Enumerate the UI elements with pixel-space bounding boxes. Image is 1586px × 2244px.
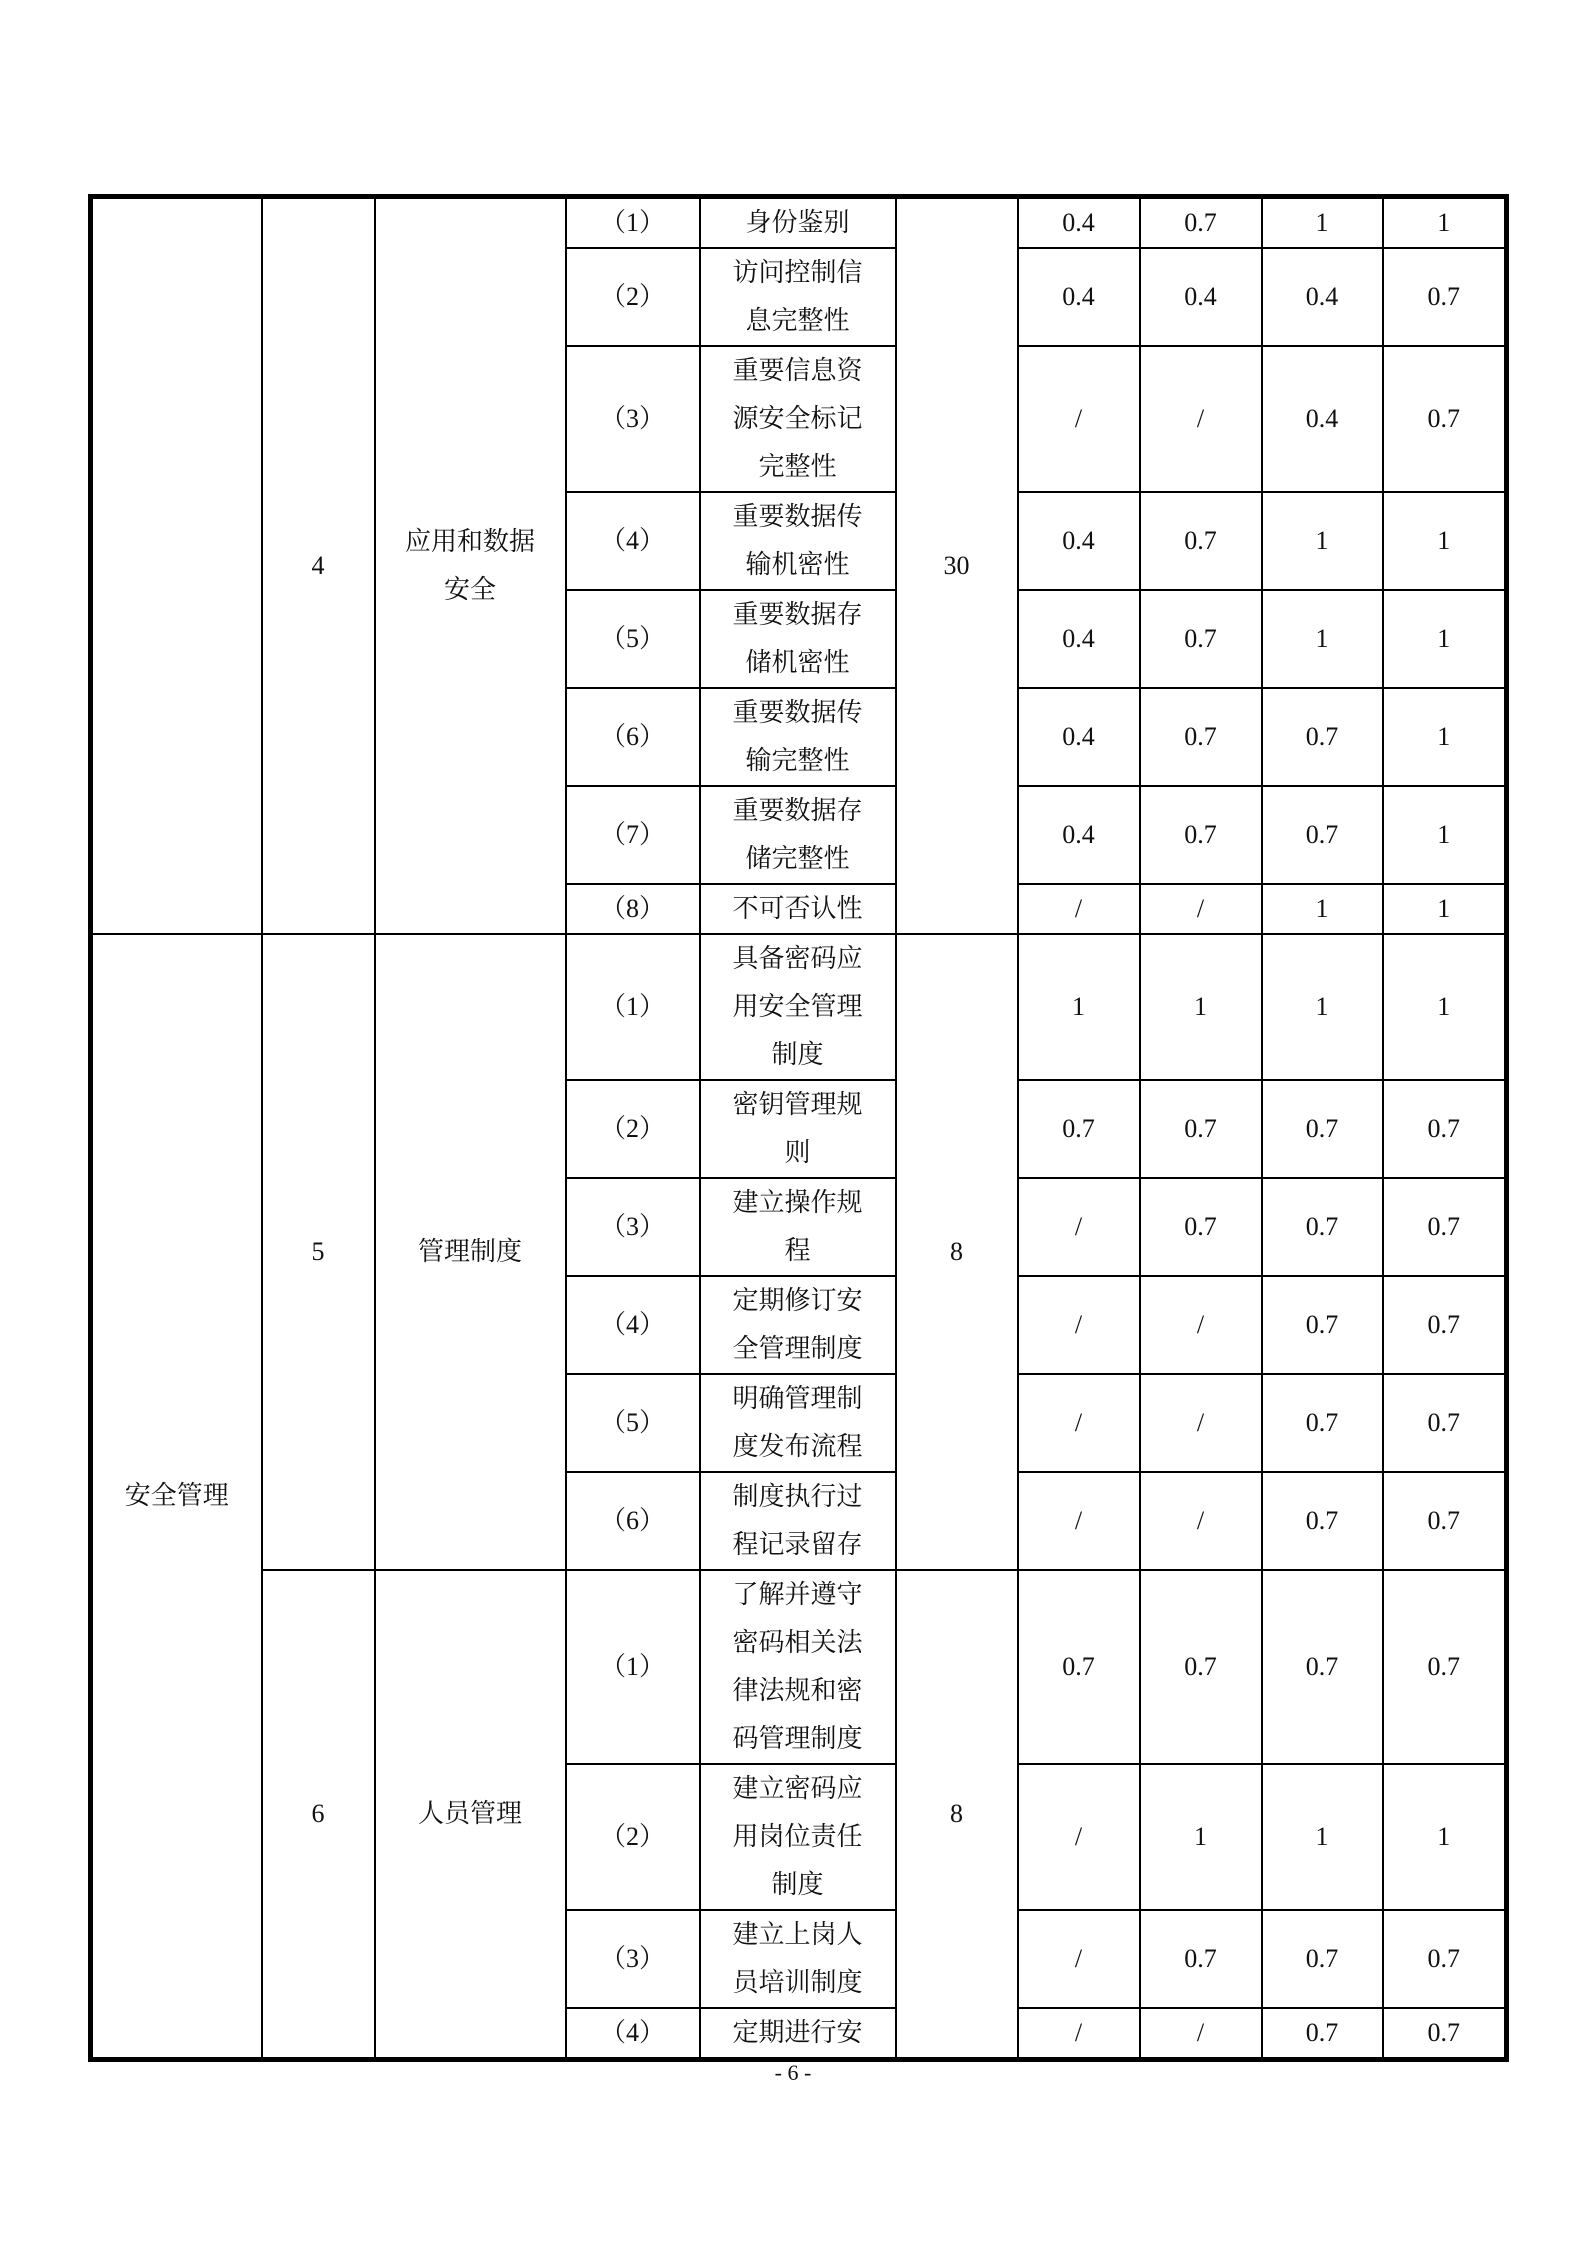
level-value-cell-text: 0.7 xyxy=(1184,1944,1217,1973)
level-value-cell xyxy=(1383,1178,1507,1276)
item-index-cell xyxy=(566,1178,700,1276)
table-row xyxy=(91,1570,1507,1764)
level-value-cell xyxy=(1140,1080,1262,1178)
level-value-cell-text: 0.7 xyxy=(1305,820,1339,849)
level-value-cell xyxy=(1383,1910,1507,2008)
level-value-cell xyxy=(1018,1276,1140,1374)
level-value-cell-text: 0.7 xyxy=(1184,722,1217,751)
level-value-cell-text: 0.7 xyxy=(1427,1212,1460,1241)
section-name-cell-text: 人员管理 xyxy=(417,1799,522,1828)
section-score-cell xyxy=(896,197,1018,935)
level-value-cell xyxy=(1140,934,1262,1080)
level-value-cell xyxy=(1383,688,1507,786)
level-value-cell-text: 0.4 xyxy=(1305,282,1339,311)
level-value-cell-text: 0.7 xyxy=(1305,722,1339,751)
level-value-cell-text: 0.7 xyxy=(1305,1212,1339,1241)
level-value-cell-text: 1 xyxy=(1315,526,1329,555)
level-value-cell-text: 1 xyxy=(1437,624,1451,653)
section-name-cell xyxy=(375,1570,566,2060)
item-index-cell xyxy=(566,1910,700,2008)
level-value-cell-text: 0.4 xyxy=(1062,624,1095,653)
level-value-cell xyxy=(1262,884,1383,934)
level-value-cell xyxy=(1018,786,1140,884)
level-value-cell xyxy=(1262,248,1383,346)
item-name-cell-text: 访问控制信息完整性 xyxy=(732,258,863,335)
item-index-cell xyxy=(566,492,700,590)
item-index-cell xyxy=(566,786,700,884)
level-value-cell xyxy=(1018,248,1140,346)
level-value-cell-text: 0.7 xyxy=(1305,1944,1339,1973)
level-value-cell-text: / xyxy=(1074,1822,1083,1851)
item-name-cell-text: 定期修订安全管理制度 xyxy=(732,1286,863,1363)
item-index-cell-text: （8） xyxy=(599,894,665,923)
item-index-cell-text: （2） xyxy=(599,1822,665,1851)
item-index-cell-text: （5） xyxy=(599,1408,665,1437)
item-name-cell xyxy=(700,934,896,1080)
level-value-cell xyxy=(1018,1374,1140,1472)
level-value-cell-text: / xyxy=(1196,894,1205,923)
level-value-cell-text: 0.7 xyxy=(1427,404,1460,433)
level-value-cell-text: 0.7 xyxy=(1062,1114,1095,1143)
level-value-cell-text: 1 xyxy=(1437,526,1451,555)
item-index-cell xyxy=(566,197,700,249)
item-name-cell xyxy=(700,1910,896,2008)
category-cell xyxy=(91,197,262,935)
level-value-cell xyxy=(1018,688,1140,786)
level-value-cell xyxy=(1018,1570,1140,1764)
level-value-cell-text: 0.7 xyxy=(1305,1114,1339,1143)
level-value-cell-text: 0.4 xyxy=(1062,526,1095,555)
level-value-cell xyxy=(1262,2008,1383,2060)
level-value-cell-text: 0.7 xyxy=(1184,526,1217,555)
level-value-cell xyxy=(1140,1910,1262,2008)
level-value-cell xyxy=(1383,1472,1507,1570)
level-value-cell-text: / xyxy=(1074,404,1083,433)
level-value-cell xyxy=(1140,492,1262,590)
section-number-cell xyxy=(262,934,375,1570)
section-score-cell-text: 30 xyxy=(943,551,970,580)
level-value-cell-text: / xyxy=(1196,404,1205,433)
item-name-cell xyxy=(700,884,896,934)
item-name-cell-text: 定期进行安 xyxy=(732,2018,863,2047)
level-value-cell xyxy=(1262,590,1383,688)
level-value-cell xyxy=(1140,248,1262,346)
item-name-cell-text: 了解并遵守密码相关法律法规和密码管理制度 xyxy=(732,1580,863,1753)
item-index-cell-text: （2） xyxy=(599,282,665,311)
level-value-cell-text: 1 xyxy=(1437,208,1451,237)
level-value-cell-text: 0.7 xyxy=(1184,1652,1217,1681)
item-index-cell xyxy=(566,1472,700,1570)
item-index-cell-text: （7） xyxy=(599,820,665,849)
level-value-cell xyxy=(1262,1910,1383,2008)
level-value-cell-text: 0.7 xyxy=(1305,1408,1339,1437)
level-value-cell xyxy=(1018,590,1140,688)
level-value-cell xyxy=(1140,1178,1262,1276)
level-value-cell-text: 1 xyxy=(1072,992,1085,1021)
level-value-cell-text: 0.7 xyxy=(1427,1506,1460,1535)
item-name-cell xyxy=(700,590,896,688)
item-name-cell xyxy=(700,1080,896,1178)
item-name-cell-text: 重要数据传输机密性 xyxy=(732,502,863,579)
level-value-cell xyxy=(1140,590,1262,688)
page-number: - 6 - xyxy=(774,2060,812,2085)
item-name-cell xyxy=(700,1178,896,1276)
item-name-cell-text: 重要信息资源安全标记完整性 xyxy=(732,356,863,481)
item-index-cell xyxy=(566,1080,700,1178)
item-name-cell xyxy=(700,346,896,492)
level-value-cell-text: 0.7 xyxy=(1184,624,1217,653)
level-value-cell xyxy=(1383,590,1507,688)
item-name-cell xyxy=(700,197,896,249)
level-value-cell xyxy=(1018,1178,1140,1276)
level-value-cell xyxy=(1140,884,1262,934)
item-name-cell-text: 不可否认性 xyxy=(732,894,863,923)
level-value-cell-text: 1 xyxy=(1437,820,1451,849)
section-score-cell xyxy=(896,934,1018,1570)
level-value-cell-text: 0.7 xyxy=(1062,1652,1095,1681)
item-index-cell xyxy=(566,1764,700,1910)
level-value-cell xyxy=(1262,1570,1383,1764)
item-index-cell-text: （1） xyxy=(599,992,665,1021)
level-value-cell xyxy=(1140,786,1262,884)
level-value-cell xyxy=(1262,1178,1383,1276)
level-value-cell xyxy=(1383,1374,1507,1472)
level-value-cell-text: 0.7 xyxy=(1305,1652,1339,1681)
level-value-cell-text: 0.7 xyxy=(1305,1310,1339,1339)
item-name-cell-text: 建立密码应用岗位责任制度 xyxy=(732,1774,863,1899)
item-index-cell-text: （3） xyxy=(599,1212,665,1241)
level-value-cell-text: 0.4 xyxy=(1184,282,1217,311)
item-name-cell xyxy=(700,492,896,590)
level-value-cell-text: 0.7 xyxy=(1184,208,1217,237)
section-score-cell xyxy=(896,1570,1018,2060)
item-index-cell xyxy=(566,248,700,346)
item-name-cell-text: 密钥管理规则 xyxy=(732,1090,863,1167)
level-value-cell-text: / xyxy=(1074,2018,1083,2047)
level-value-cell-text: 0.7 xyxy=(1427,1310,1460,1339)
level-value-cell-text: 1 xyxy=(1437,992,1451,1021)
item-index-cell xyxy=(566,2008,700,2060)
item-name-cell xyxy=(700,786,896,884)
section-number-cell-text: 6 xyxy=(311,1799,325,1828)
level-value-cell xyxy=(1262,1764,1383,1910)
level-value-cell-text: 1 xyxy=(1437,894,1451,923)
level-value-cell-text: 1 xyxy=(1315,992,1329,1021)
level-value-cell-text: 0.7 xyxy=(1305,2018,1339,2047)
level-value-cell-text: 0.4 xyxy=(1062,820,1095,849)
level-value-cell-text: / xyxy=(1196,1506,1205,1535)
level-value-cell-text: 0.7 xyxy=(1427,282,1460,311)
item-index-cell-text: （4） xyxy=(599,1310,665,1339)
category-cell-text: 安全管理 xyxy=(124,1481,229,1510)
level-value-cell xyxy=(1140,688,1262,786)
level-value-cell xyxy=(1018,197,1140,249)
section-name-cell xyxy=(375,934,566,1570)
level-value-cell xyxy=(1262,346,1383,492)
section-name-cell-text: 管理制度 xyxy=(417,1237,522,1266)
item-name-cell xyxy=(700,1472,896,1570)
item-name-cell-text: 制度执行过程记录留存 xyxy=(732,1482,863,1559)
item-index-cell-text: （2） xyxy=(599,1114,665,1143)
level-value-cell xyxy=(1018,2008,1140,2060)
level-value-cell-text: 0.7 xyxy=(1184,1114,1217,1143)
level-value-cell xyxy=(1018,346,1140,492)
level-value-cell xyxy=(1383,786,1507,884)
level-value-cell-text: 1 xyxy=(1194,1822,1207,1851)
level-value-cell-text: 1 xyxy=(1315,894,1329,923)
item-index-cell xyxy=(566,1276,700,1374)
item-index-cell-text: （4） xyxy=(599,2018,665,2047)
level-value-cell-text: 1 xyxy=(1315,624,1329,653)
level-value-cell-text: 0.7 xyxy=(1184,1212,1217,1241)
level-value-cell xyxy=(1018,1080,1140,1178)
level-value-cell xyxy=(1383,197,1507,249)
level-value-cell-text: 0.4 xyxy=(1062,282,1095,311)
level-value-cell xyxy=(1383,1570,1507,1764)
level-value-cell xyxy=(1383,2008,1507,2060)
item-name-cell xyxy=(700,1374,896,1472)
level-value-cell xyxy=(1383,1764,1507,1910)
table-row xyxy=(91,934,1507,1080)
item-index-cell xyxy=(566,1374,700,1472)
level-value-cell xyxy=(1262,1472,1383,1570)
item-index-cell-text: （3） xyxy=(599,404,665,433)
item-index-cell xyxy=(566,1570,700,1764)
level-value-cell xyxy=(1140,1570,1262,1764)
level-value-cell xyxy=(1018,934,1140,1080)
item-name-cell xyxy=(700,1570,896,1764)
item-name-cell-text: 重要数据存储完整性 xyxy=(732,796,863,873)
level-value-cell xyxy=(1262,786,1383,884)
table-row xyxy=(91,197,1507,249)
section-score-cell-text: 8 xyxy=(950,1237,963,1266)
section-name-cell-text: 应用和数据安全 xyxy=(404,527,535,604)
requirements-table xyxy=(88,194,1509,2062)
level-value-cell xyxy=(1140,1764,1262,1910)
level-value-cell-text: 0.7 xyxy=(1427,1408,1460,1437)
level-value-cell xyxy=(1018,884,1140,934)
level-value-cell-text: 0.7 xyxy=(1427,2018,1460,2047)
level-value-cell-text: / xyxy=(1196,2018,1205,2047)
item-index-cell xyxy=(566,590,700,688)
level-value-cell xyxy=(1262,688,1383,786)
level-value-cell xyxy=(1383,492,1507,590)
item-name-cell-text: 明确管理制度发布流程 xyxy=(732,1384,863,1461)
level-value-cell xyxy=(1262,934,1383,1080)
item-index-cell-text: （3） xyxy=(599,1944,665,1973)
level-value-cell-text: 0.7 xyxy=(1427,1114,1460,1143)
item-index-cell-text: （5） xyxy=(599,624,665,653)
level-value-cell-text: 0.7 xyxy=(1305,1506,1339,1535)
level-value-cell xyxy=(1140,2008,1262,2060)
item-name-cell-text: 重要数据传输完整性 xyxy=(732,698,863,775)
level-value-cell-text: / xyxy=(1074,1408,1083,1437)
level-value-cell xyxy=(1140,346,1262,492)
item-index-cell-text: （1） xyxy=(599,208,665,237)
level-value-cell-text: 0.4 xyxy=(1062,208,1095,237)
level-value-cell-text: / xyxy=(1074,1506,1083,1535)
level-value-cell xyxy=(1262,1276,1383,1374)
level-value-cell xyxy=(1383,1080,1507,1178)
level-value-cell xyxy=(1140,1276,1262,1374)
level-value-cell-text: 0.4 xyxy=(1305,404,1339,433)
item-name-cell xyxy=(700,2008,896,2060)
level-value-cell xyxy=(1262,492,1383,590)
level-value-cell-text: / xyxy=(1074,894,1083,923)
level-value-cell-text: 1 xyxy=(1315,1822,1329,1851)
category-cell xyxy=(91,934,262,2060)
item-name-cell-text: 具备密码应用安全管理制度 xyxy=(732,944,863,1069)
level-value-cell xyxy=(1383,934,1507,1080)
level-value-cell-text: / xyxy=(1074,1310,1083,1339)
level-value-cell-text: 0.7 xyxy=(1184,820,1217,849)
level-value-cell-text: 1 xyxy=(1315,208,1329,237)
level-value-cell xyxy=(1383,1276,1507,1374)
level-value-cell xyxy=(1262,1080,1383,1178)
item-name-cell-text: 建立操作规程 xyxy=(732,1188,863,1265)
level-value-cell xyxy=(1262,197,1383,249)
level-value-cell-text: 1 xyxy=(1437,722,1451,751)
level-value-cell xyxy=(1383,884,1507,934)
level-value-cell-text: 1 xyxy=(1194,992,1207,1021)
section-number-cell xyxy=(262,197,375,935)
item-name-cell-text: 重要数据存储机密性 xyxy=(732,600,863,677)
level-value-cell xyxy=(1383,248,1507,346)
level-value-cell-text: / xyxy=(1196,1408,1205,1437)
level-value-cell-text: 0.7 xyxy=(1427,1944,1460,1973)
item-index-cell-text: （6） xyxy=(599,1506,665,1535)
level-value-cell xyxy=(1262,1374,1383,1472)
level-value-cell xyxy=(1018,1910,1140,2008)
level-value-cell-text: / xyxy=(1074,1944,1083,1973)
level-value-cell xyxy=(1018,1764,1140,1910)
level-value-cell-text: 1 xyxy=(1437,1822,1451,1851)
item-name-cell-text: 身份鉴别 xyxy=(745,208,850,237)
level-value-cell xyxy=(1018,492,1140,590)
item-index-cell-text: （1） xyxy=(599,1652,665,1681)
level-value-cell xyxy=(1383,346,1507,492)
level-value-cell-text: 0.4 xyxy=(1062,722,1095,751)
level-value-cell xyxy=(1140,1472,1262,1570)
item-name-cell xyxy=(700,248,896,346)
section-score-cell-text: 8 xyxy=(950,1799,963,1828)
item-index-cell-text: （6） xyxy=(599,722,665,751)
item-name-cell xyxy=(700,1276,896,1374)
level-value-cell xyxy=(1140,1374,1262,1472)
item-name-cell xyxy=(700,688,896,786)
item-index-cell xyxy=(566,688,700,786)
level-value-cell-text: 0.7 xyxy=(1427,1652,1460,1681)
section-number-cell-text: 4 xyxy=(311,551,325,580)
item-index-cell xyxy=(566,934,700,1080)
item-name-cell-text: 建立上岗人员培训制度 xyxy=(732,1920,863,1997)
item-name-cell xyxy=(700,1764,896,1910)
item-index-cell xyxy=(566,884,700,934)
item-index-cell xyxy=(566,346,700,492)
section-number-cell-text: 5 xyxy=(311,1237,325,1266)
level-value-cell xyxy=(1140,197,1262,249)
section-name-cell xyxy=(375,197,566,935)
section-number-cell xyxy=(262,1570,375,2060)
level-value-cell-text: / xyxy=(1074,1212,1083,1241)
item-index-cell-text: （4） xyxy=(599,526,665,555)
level-value-cell-text: / xyxy=(1196,1310,1205,1339)
level-value-cell xyxy=(1018,1472,1140,1570)
